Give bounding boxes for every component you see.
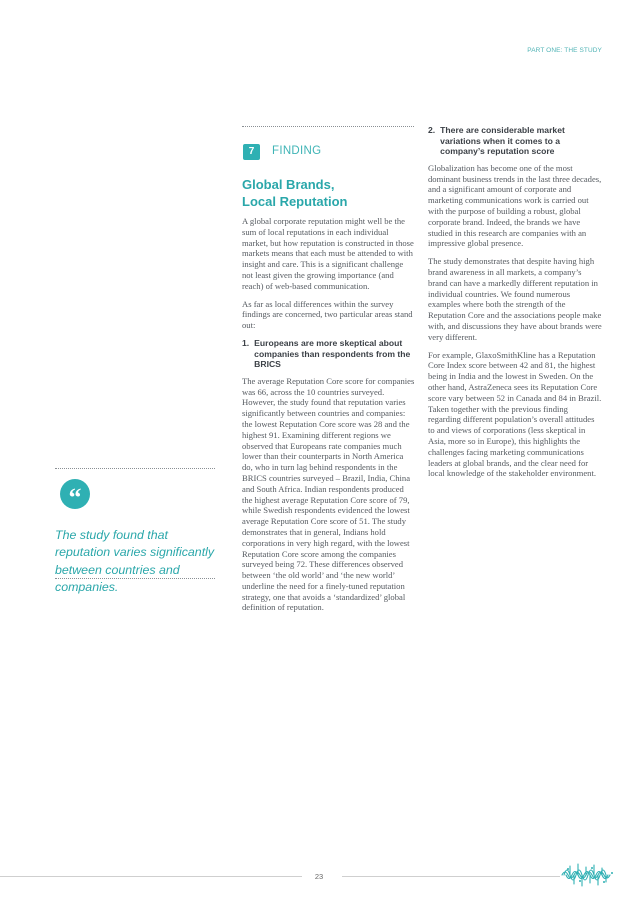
page-number: 23 <box>314 872 324 881</box>
finding-number-badge: 7 <box>243 144 260 160</box>
divider-top <box>242 126 414 127</box>
heading-text: Europeans are more skeptical about companies than respondents from the BRICS <box>254 337 411 370</box>
paragraph: Globalization has become one of the most dominant business trends in the last three decades, and a significant amount of corporate and marketing communications work is carried out with the purpose of building a robust, global corporate brand. Indeed, the brands we have studied in this research are companies with an impressive global presence. <box>428 162 602 249</box>
heading-number: 2. <box>428 125 436 135</box>
title-line-2: Local Reputation <box>242 194 348 209</box>
quote-mark-icon: “ <box>60 479 90 509</box>
numbered-heading-2 <box>428 125 602 157</box>
section-header: PART ONE: THE STUDY <box>527 47 602 54</box>
pull-quote: The study found that reputation varies significantly between countries and companies. <box>55 528 215 595</box>
numbered-heading-1 <box>242 338 415 370</box>
column-left <box>242 216 415 620</box>
paragraph: A global corporate reputation might well be the sum of local reputations in each individual market, but how reputation is constructed in those markets means that each must be attended to with insight and care. This is a significant challenge not least given the growing importance (and reach) of web-based communication. <box>242 216 414 291</box>
section-title <box>242 176 417 210</box>
paragraph: For example, GlaxoSmithKline has a Reputation Core Index score between 42 and 81, the highest being in India and the lowest in Sweden. On the other hand, AstraZeneca sees its Reputation Core score vary between 52 in Canada and 84 in Brazil. Taken together with the previous finding regarding different population’s overall attitudes to and views of corporations (less skeptical in Asia, more so in Europe), this highlights the challenges facing marketing communications leaders at global brands, and the clear need for local knowledge of the stakeholder environment. <box>428 349 602 479</box>
column-right <box>428 125 602 486</box>
wave-logo-icon <box>560 860 616 890</box>
paragraph: The average Reputation Core score for companies was 66, across the 10 countries surveyed. However, the study found that reputation varies significantly between countries and companies: the lowest Reputation Core score was 28 and the highest 91. Examining different regions we observed that Europeans rate companies much lower than their counterparts in North America do, who in turn lag behind respondents in the BRICS countries surveyed – Brazil, India, China and South Africa. Indian respondents produced the highest average Reputation Core score of 79, while Swedish respondents evidenced the lowest average Reputation Core score of 51. The study demonstrates that in general, Indians hold corporations in very high regard, with the lowest Reputation Core score among the companies surveyed being 72. These differences observed between ‘the old world’ and ‘the new world’ underline the need for a finely-tuned reputation strategy, one that avoids a ‘standardized’ global definition of reputation. <box>242 375 415 613</box>
heading-text: There are considerable market variations when it comes to a company’s reputation score <box>440 125 565 157</box>
heading-number: 1. <box>242 337 250 348</box>
paragraph: The study demonstrates that despite having high brand awareness in all markets, a company’s brand can have a markedly different reputation in individual countries. We found numerous examples where both the strength of the Reputation Core and the associations people make with, and discussions they have about brands were very different. <box>428 256 602 342</box>
paragraph: As far as local differences within the survey findings are concerned, two particular areas stand out: <box>242 298 413 331</box>
title-line-1: Global Brands, <box>242 177 335 192</box>
finding-label: FINDING <box>272 145 322 157</box>
divider-pullquote-top <box>55 468 215 469</box>
